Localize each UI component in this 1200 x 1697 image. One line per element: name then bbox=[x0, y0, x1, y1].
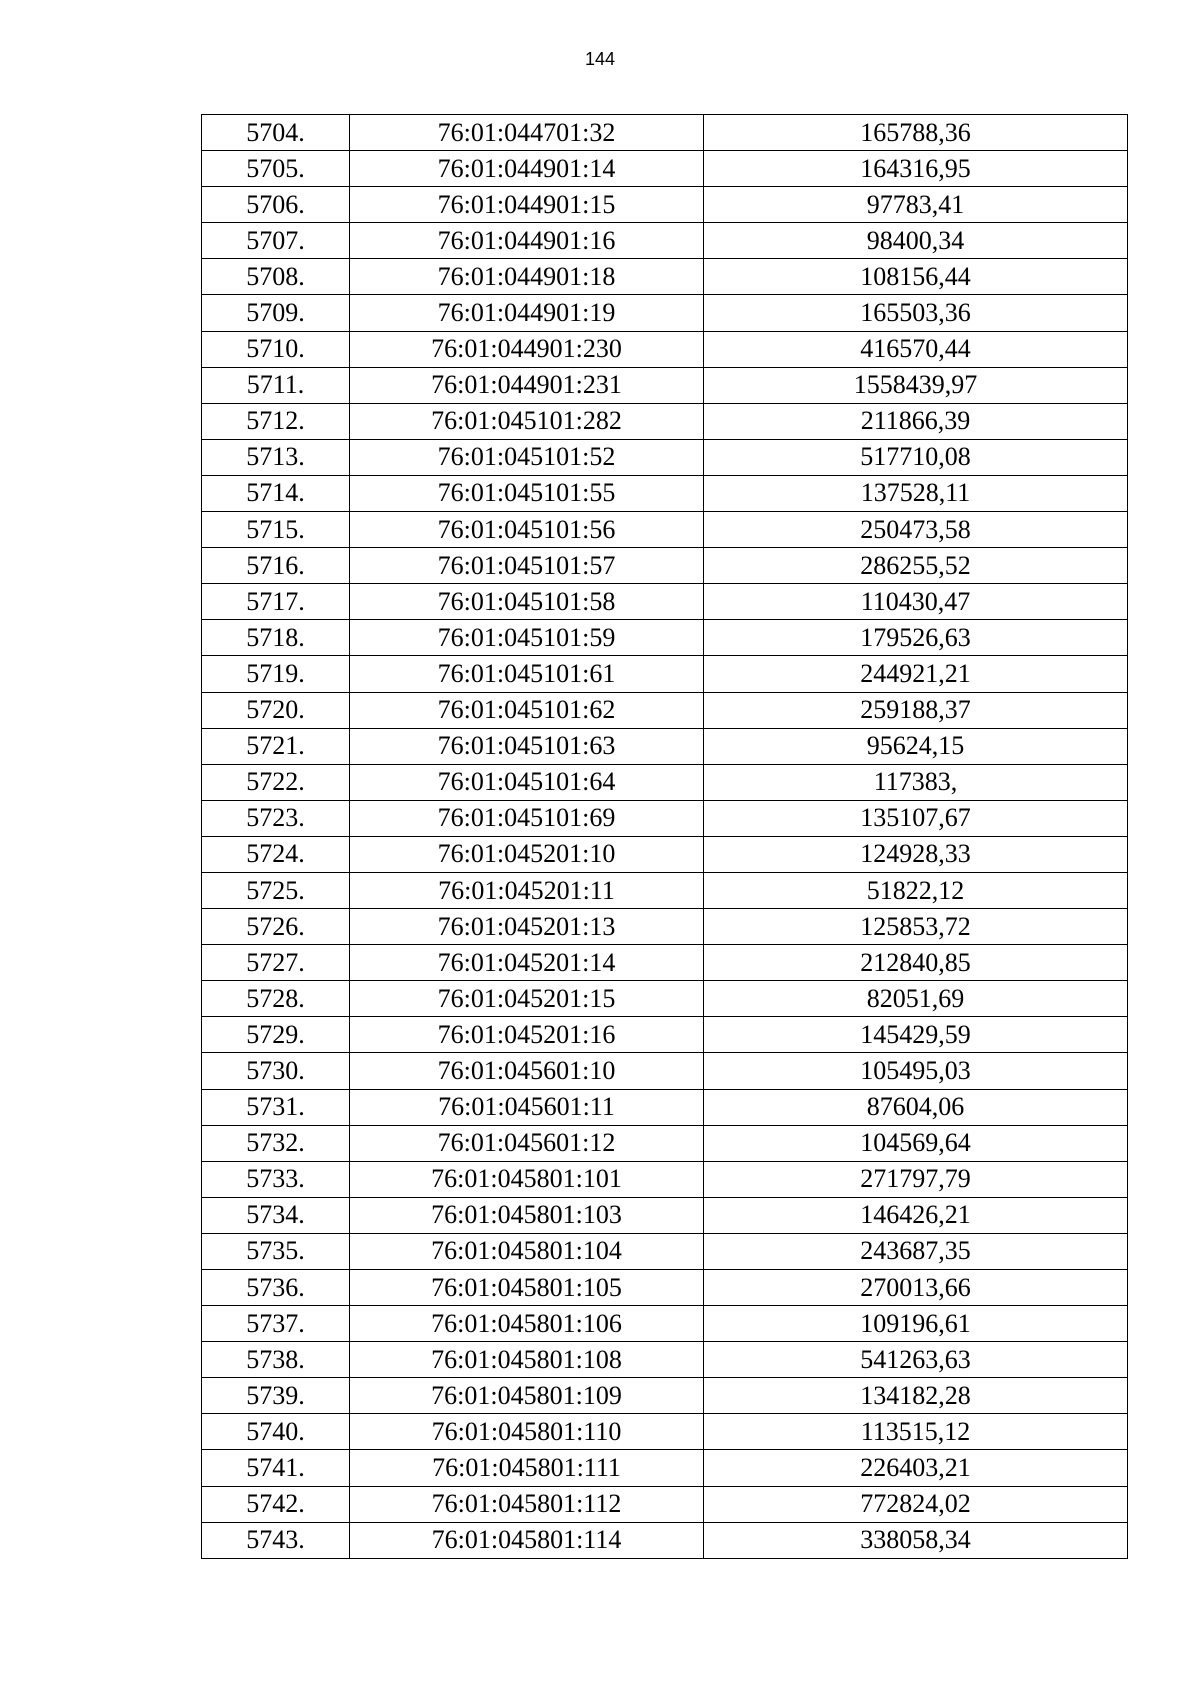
page-number: 144 bbox=[584, 49, 616, 69]
table-row bbox=[202, 1197, 1128, 1233]
cadastral-number-cell: 76:01:045201:16 bbox=[350, 1017, 704, 1053]
cadastral-value-cell: 211866,39 bbox=[704, 403, 1128, 439]
cadastral-number-cell: 76:01:044901:231 bbox=[350, 367, 704, 403]
cadastral-value-table bbox=[201, 114, 1128, 1559]
cadastral-value-cell: 95624,15 bbox=[704, 728, 1128, 764]
cadastral-value-cell: 165788,36 bbox=[704, 115, 1128, 151]
row-number-cell: 5709. bbox=[202, 295, 350, 331]
cadastral-number-cell: 76:01:045801:110 bbox=[350, 1414, 704, 1450]
row-number-cell: 5733. bbox=[202, 1161, 350, 1197]
cadastral-number-cell: 76:01:045801:108 bbox=[350, 1342, 704, 1378]
cadastral-value-cell: 338058,34 bbox=[704, 1522, 1128, 1558]
row-number-cell: 5705. bbox=[202, 151, 350, 187]
table-row bbox=[202, 836, 1128, 872]
row-number-cell: 5728. bbox=[202, 981, 350, 1017]
cadastral-number-cell: 76:01:045601:10 bbox=[350, 1053, 704, 1089]
cadastral-value-cell: 165503,36 bbox=[704, 295, 1128, 331]
row-number-cell: 5720. bbox=[202, 692, 350, 728]
table-row bbox=[202, 1089, 1128, 1125]
cadastral-number-cell: 76:01:044701:32 bbox=[350, 115, 704, 151]
cadastral-value-cell: 286255,52 bbox=[704, 548, 1128, 584]
table-row bbox=[202, 800, 1128, 836]
row-number-cell: 5722. bbox=[202, 764, 350, 800]
table-row bbox=[202, 909, 1128, 945]
table-row bbox=[202, 945, 1128, 981]
cadastral-value-cell: 108156,44 bbox=[704, 259, 1128, 295]
row-number-cell: 5719. bbox=[202, 656, 350, 692]
table-row bbox=[202, 548, 1128, 584]
cadastral-value-cell: 113515,12 bbox=[704, 1414, 1128, 1450]
table-row bbox=[202, 115, 1128, 151]
row-number-cell: 5726. bbox=[202, 909, 350, 945]
row-number-cell: 5713. bbox=[202, 439, 350, 475]
row-number-cell: 5711. bbox=[202, 367, 350, 403]
cadastral-number-cell: 76:01:045101:282 bbox=[350, 403, 704, 439]
cadastral-number-cell: 76:01:045101:69 bbox=[350, 800, 704, 836]
row-number-cell: 5730. bbox=[202, 1053, 350, 1089]
table-row bbox=[202, 620, 1128, 656]
table-row bbox=[202, 512, 1128, 548]
table-row bbox=[202, 656, 1128, 692]
cadastral-number-cell: 76:01:045801:101 bbox=[350, 1161, 704, 1197]
cadastral-value-cell: 541263,63 bbox=[704, 1342, 1128, 1378]
cadastral-number-cell: 76:01:044901:16 bbox=[350, 223, 704, 259]
cadastral-value-cell: 110430,47 bbox=[704, 584, 1128, 620]
cadastral-value-cell: 82051,69 bbox=[704, 981, 1128, 1017]
row-number-cell: 5710. bbox=[202, 331, 350, 367]
row-number-cell: 5740. bbox=[202, 1414, 350, 1450]
cadastral-value-cell: 87604,06 bbox=[704, 1089, 1128, 1125]
table-row bbox=[202, 1053, 1128, 1089]
row-number-cell: 5727. bbox=[202, 945, 350, 981]
row-number-cell: 5741. bbox=[202, 1450, 350, 1486]
cadastral-value-cell: 244921,21 bbox=[704, 656, 1128, 692]
row-number-cell: 5716. bbox=[202, 548, 350, 584]
cadastral-number-cell: 76:01:045201:11 bbox=[350, 872, 704, 908]
table-row bbox=[202, 1450, 1128, 1486]
cadastral-number-cell: 76:01:045101:56 bbox=[350, 512, 704, 548]
cadastral-number-cell: 76:01:045801:114 bbox=[350, 1522, 704, 1558]
table-row bbox=[202, 1522, 1128, 1558]
row-number-cell: 5734. bbox=[202, 1197, 350, 1233]
row-number-cell: 5707. bbox=[202, 223, 350, 259]
cadastral-value-cell: 772824,02 bbox=[704, 1486, 1128, 1522]
table-row bbox=[202, 223, 1128, 259]
cadastral-value-cell: 105495,03 bbox=[704, 1053, 1128, 1089]
table-row bbox=[202, 728, 1128, 764]
cadastral-number-cell: 76:01:045101:52 bbox=[350, 439, 704, 475]
table-row bbox=[202, 1161, 1128, 1197]
table-row bbox=[202, 151, 1128, 187]
row-number-cell: 5736. bbox=[202, 1270, 350, 1306]
cadastral-number-cell: 76:01:045801:104 bbox=[350, 1233, 704, 1269]
table-row bbox=[202, 1125, 1128, 1161]
cadastral-number-cell: 76:01:044901:19 bbox=[350, 295, 704, 331]
table-row bbox=[202, 1306, 1128, 1342]
cadastral-number-cell: 76:01:045101:55 bbox=[350, 475, 704, 511]
row-number-cell: 5714. bbox=[202, 475, 350, 511]
table-row bbox=[202, 872, 1128, 908]
cadastral-value-cell: 125853,72 bbox=[704, 909, 1128, 945]
cadastral-value-cell: 104569,64 bbox=[704, 1125, 1128, 1161]
cadastral-number-cell: 76:01:045201:15 bbox=[350, 981, 704, 1017]
table-row bbox=[202, 1342, 1128, 1378]
table-row bbox=[202, 692, 1128, 728]
cadastral-value-cell: 259188,37 bbox=[704, 692, 1128, 728]
row-number-cell: 5732. bbox=[202, 1125, 350, 1161]
cadastral-value-cell: 271797,79 bbox=[704, 1161, 1128, 1197]
row-number-cell: 5715. bbox=[202, 512, 350, 548]
cadastral-number-cell: 76:01:045201:10 bbox=[350, 836, 704, 872]
table-row bbox=[202, 1486, 1128, 1522]
cadastral-number-cell: 76:01:044901:14 bbox=[350, 151, 704, 187]
table-row bbox=[202, 584, 1128, 620]
cadastral-number-cell: 76:01:045801:105 bbox=[350, 1270, 704, 1306]
cadastral-value-cell: 416570,44 bbox=[704, 331, 1128, 367]
table-body bbox=[202, 115, 1128, 1559]
table-row bbox=[202, 403, 1128, 439]
table-row bbox=[202, 1233, 1128, 1269]
cadastral-value-cell: 270013,66 bbox=[704, 1270, 1128, 1306]
cadastral-number-cell: 76:01:045201:13 bbox=[350, 909, 704, 945]
cadastral-number-cell: 76:01:045101:62 bbox=[350, 692, 704, 728]
cadastral-value-cell: 124928,33 bbox=[704, 836, 1128, 872]
cadastral-value-cell: 97783,41 bbox=[704, 187, 1128, 223]
table-row bbox=[202, 439, 1128, 475]
cadastral-value-cell: 51822,12 bbox=[704, 872, 1128, 908]
table-row bbox=[202, 1270, 1128, 1306]
cadastral-number-cell: 76:01:045801:112 bbox=[350, 1486, 704, 1522]
table-row bbox=[202, 259, 1128, 295]
row-number-cell: 5738. bbox=[202, 1342, 350, 1378]
row-number-cell: 5739. bbox=[202, 1378, 350, 1414]
cadastral-number-cell: 76:01:045801:111 bbox=[350, 1450, 704, 1486]
cadastral-value-cell: 135107,67 bbox=[704, 800, 1128, 836]
row-number-cell: 5712. bbox=[202, 403, 350, 439]
table-row bbox=[202, 981, 1128, 1017]
cadastral-number-cell: 76:01:045601:12 bbox=[350, 1125, 704, 1161]
row-number-cell: 5718. bbox=[202, 620, 350, 656]
cadastral-value-cell: 179526,63 bbox=[704, 620, 1128, 656]
row-number-cell: 5731. bbox=[202, 1089, 350, 1125]
table-row bbox=[202, 1017, 1128, 1053]
table-row bbox=[202, 331, 1128, 367]
row-number-cell: 5708. bbox=[202, 259, 350, 295]
cadastral-number-cell: 76:01:045801:106 bbox=[350, 1306, 704, 1342]
cadastral-number-cell: 76:01:044901:15 bbox=[350, 187, 704, 223]
cadastral-value-cell: 226403,21 bbox=[704, 1450, 1128, 1486]
cadastral-number-cell: 76:01:045101:64 bbox=[350, 764, 704, 800]
cadastral-number-cell: 76:01:045101:63 bbox=[350, 728, 704, 764]
cadastral-number-cell: 76:01:045101:59 bbox=[350, 620, 704, 656]
table-row bbox=[202, 1414, 1128, 1450]
row-number-cell: 5743. bbox=[202, 1522, 350, 1558]
table-row bbox=[202, 187, 1128, 223]
cadastral-number-cell: 76:01:044901:18 bbox=[350, 259, 704, 295]
cadastral-value-cell: 98400,34 bbox=[704, 223, 1128, 259]
cadastral-number-cell: 76:01:044901:230 bbox=[350, 331, 704, 367]
row-number-cell: 5717. bbox=[202, 584, 350, 620]
table-row bbox=[202, 764, 1128, 800]
cadastral-number-cell: 76:01:045101:61 bbox=[350, 656, 704, 692]
cadastral-value-cell: 164316,95 bbox=[704, 151, 1128, 187]
cadastral-number-cell: 76:01:045101:57 bbox=[350, 548, 704, 584]
row-number-cell: 5725. bbox=[202, 872, 350, 908]
table-row bbox=[202, 295, 1128, 331]
cadastral-value-cell: 137528,11 bbox=[704, 475, 1128, 511]
row-number-cell: 5742. bbox=[202, 1486, 350, 1522]
cadastral-value-cell: 250473,58 bbox=[704, 512, 1128, 548]
row-number-cell: 5723. bbox=[202, 800, 350, 836]
row-number-cell: 5706. bbox=[202, 187, 350, 223]
cadastral-value-cell: 117383, bbox=[704, 764, 1128, 800]
table-row bbox=[202, 475, 1128, 511]
cadastral-value-cell: 134182,28 bbox=[704, 1378, 1128, 1414]
row-number-cell: 5737. bbox=[202, 1306, 350, 1342]
table-row bbox=[202, 367, 1128, 403]
cadastral-value-cell: 1558439,97 bbox=[704, 367, 1128, 403]
cadastral-value-cell: 109196,61 bbox=[704, 1306, 1128, 1342]
cadastral-value-cell: 212840,85 bbox=[704, 945, 1128, 981]
cadastral-number-cell: 76:01:045801:109 bbox=[350, 1378, 704, 1414]
cadastral-value-cell: 517710,08 bbox=[704, 439, 1128, 475]
cadastral-value-cell: 146426,21 bbox=[704, 1197, 1128, 1233]
cadastral-number-cell: 76:01:045101:58 bbox=[350, 584, 704, 620]
row-number-cell: 5704. bbox=[202, 115, 350, 151]
cadastral-number-cell: 76:01:045601:11 bbox=[350, 1089, 704, 1125]
cadastral-number-cell: 76:01:045201:14 bbox=[350, 945, 704, 981]
table-row bbox=[202, 1378, 1128, 1414]
row-number-cell: 5724. bbox=[202, 836, 350, 872]
cadastral-value-cell: 145429,59 bbox=[704, 1017, 1128, 1053]
row-number-cell: 5729. bbox=[202, 1017, 350, 1053]
row-number-cell: 5721. bbox=[202, 728, 350, 764]
cadastral-value-cell: 243687,35 bbox=[704, 1233, 1128, 1269]
row-number-cell: 5735. bbox=[202, 1233, 350, 1269]
cadastral-number-cell: 76:01:045801:103 bbox=[350, 1197, 704, 1233]
